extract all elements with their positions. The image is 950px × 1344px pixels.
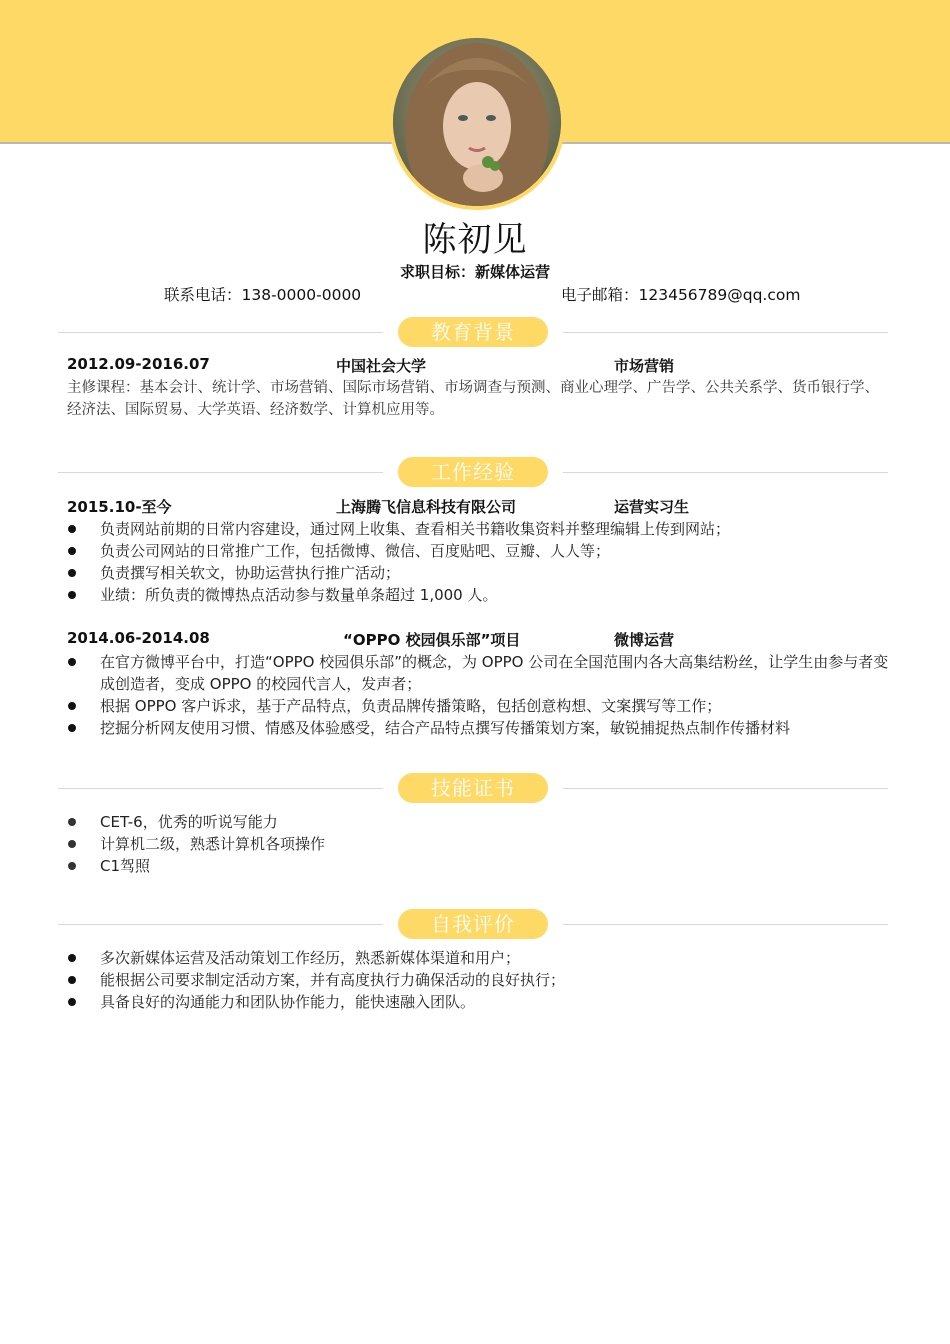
divider-line — [563, 472, 888, 473]
section-self-eval-header — [58, 907, 888, 941]
education-row — [67, 355, 887, 377]
list-item: 能根据公司要求制定活动方案，并有高度执行力确保活动的良好执行； — [67, 969, 889, 991]
bullet-icon — [68, 569, 76, 577]
bullet-icon — [68, 862, 76, 870]
job-date: 2014.06-2014.08 — [67, 629, 210, 647]
list-item: 计算机二级，熟悉计算机各项操作 — [67, 833, 889, 855]
bullet-icon — [68, 724, 76, 732]
education-date: 2012.09-2016.07 — [67, 355, 210, 373]
section-work-header — [58, 455, 888, 489]
bullet-icon — [68, 840, 76, 848]
job-objective: 求职目标：新媒体运营 — [399, 263, 550, 281]
job-row — [67, 496, 887, 518]
list-item: C1驾照 — [67, 855, 889, 877]
job-duties-list — [67, 651, 889, 739]
job-org: “OPPO 校园俱乐部”项目 — [343, 631, 521, 649]
section-education-header — [58, 315, 888, 349]
list-item: 具备良好的沟通能力和团队协作能力，能快速融入团队。 — [67, 991, 889, 1013]
divider-line — [58, 924, 383, 925]
list-item: CET-6，优秀的听说写能力 — [67, 811, 889, 833]
list-item: 负责公司网站的日常推广工作，包括微博、微信、百度贴吧、豆瓣、人人等； — [67, 540, 889, 562]
divider-line — [58, 332, 383, 333]
bullet-icon — [68, 954, 76, 962]
education-courses: 主修课程：基本会计、统计学、市场营销、国际市场营销、市场调查与预测、商业心理学、广告学、公共关系学、货币银行学、经济法、国际贸易、大学英语、经济数学、计算机应用等。 — [67, 380, 879, 418]
section-title: 教育背景 — [398, 317, 548, 347]
bullet-icon — [68, 525, 76, 533]
list-item: 挖掘分析网友使用习惯、情感及体验感受，结合产品特点撰写传播策划方案，敏锐捕捉热点制作传播材料 — [67, 717, 889, 739]
job-org: 上海腾飞信息科技有限公司 — [336, 498, 517, 516]
phone: 联系电话：138-0000-0000 — [164, 286, 362, 304]
bullet-icon — [68, 976, 76, 984]
divider-line — [58, 472, 383, 473]
job-row — [67, 629, 887, 651]
section-title: 工作经验 — [398, 457, 548, 487]
candidate-name: 陈初见 — [422, 220, 528, 260]
section-skills-header — [58, 771, 888, 805]
list-item: 业绩：所负责的微博热点活动参与数量单条超过 1,000 人。 — [67, 584, 889, 606]
education-school: 中国社会大学 — [336, 357, 427, 375]
list-item: 在官方微博平台中，打造“OPPO 校园俱乐部”的概念，为 OPPO 公司在全国范围内各大高集结粉丝，让学生由参与者变成创造者，变成 OPPO 的校园代言人，发声者； — [67, 651, 889, 695]
job-role: 微博运营 — [614, 631, 675, 649]
list-item: 根据 OPPO 客户诉求，基于产品特点，负责品牌传播策略，包括创意构想、文案撰写等工作； — [67, 695, 889, 717]
email: 电子邮箱：123456789@qq.com — [561, 286, 801, 304]
bullet-icon — [68, 998, 76, 1006]
section-title: 技能证书 — [398, 773, 548, 803]
section-title: 自我评价 — [398, 909, 548, 939]
divider-line — [563, 332, 888, 333]
list-item: 负责撰写相关软文，协助运营执行推广活动； — [67, 562, 889, 584]
job-date: 2015.10-至今 — [67, 498, 172, 516]
list-item: 多次新媒体运营及活动策划工作经历，熟悉新媒体渠道和用户； — [67, 947, 889, 969]
divider-line — [58, 788, 383, 789]
divider-line — [563, 924, 888, 925]
skills-list — [67, 811, 889, 877]
bullet-icon — [68, 547, 76, 555]
divider-line — [563, 788, 888, 789]
list-item: 负责网站前期的日常内容建设，通过网上收集、查看相关书籍收集资料并整理编辑上传到网站； — [67, 518, 889, 540]
profile-photo — [389, 34, 565, 210]
bullet-icon — [68, 658, 76, 666]
self-eval-list — [67, 947, 889, 1013]
bullet-icon — [68, 591, 76, 599]
job-role: 运营实习生 — [614, 498, 690, 516]
education-major: 市场营销 — [614, 357, 675, 375]
job-duties-list — [67, 518, 889, 606]
bullet-icon — [68, 702, 76, 710]
bullet-icon — [68, 818, 76, 826]
